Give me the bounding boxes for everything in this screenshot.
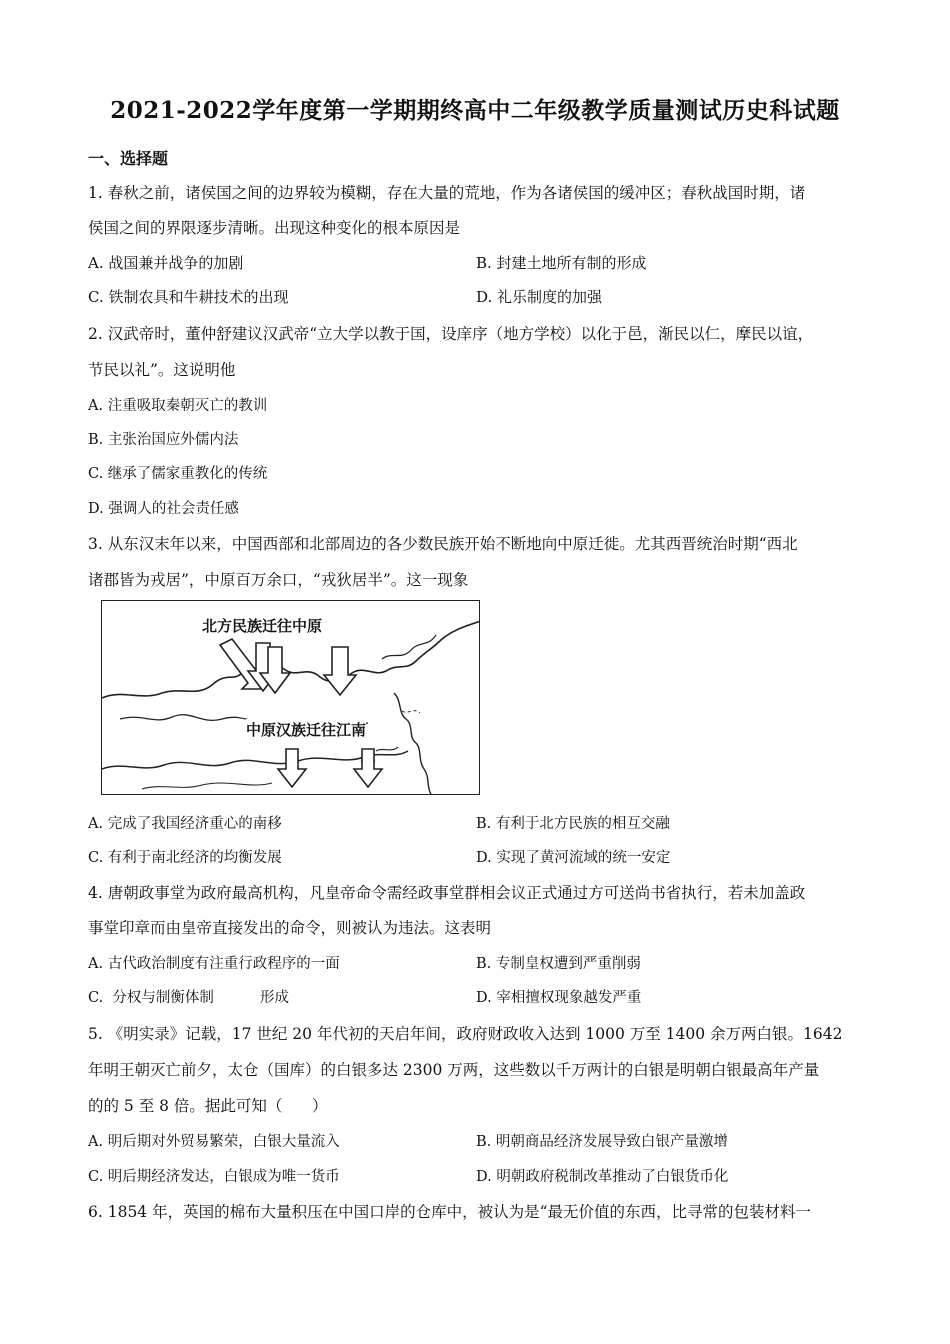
- question-5-option-b: B. 明朝商品经济发展导致白银产量激增: [476, 1134, 728, 1150]
- question-5-option-a: A. 明后期对外贸易繁荣，白银大量流入: [88, 1134, 340, 1150]
- question-3-stem-line1: 3. 从东汉末年以来，中国西部和北部周边的各少数民族开始不断地向中原迁徙。尤其西晋统治时期“西北: [88, 535, 798, 553]
- question-1-option-c: C. 铁制农具和牛耕技术的出现: [88, 288, 289, 306]
- question-4-stem-line1: 4. 唐朝政事堂为政府最高机构，凡皇帝命令需经政事堂群相会议正式通过方可送尚书省执行，若未加盖政: [88, 884, 806, 902]
- question-1-stem-line2: 侯国之间的界限逐步清晰。出现这种变化的根本原因是: [88, 219, 461, 237]
- question-1-option-b: B. 封建土地所有制的形成: [476, 254, 647, 272]
- map-label-south-migration: 中原汉族迁往江南: [246, 721, 367, 739]
- question-3-option-c: C. 有利于南北经济的均衡发展: [88, 850, 282, 866]
- migration-map: [101, 600, 480, 795]
- question-5-stem-line1: 5. 《明实录》记载，17 世纪 20 年代初的天启年间，政府财政收入达到 1000 万至 1400 余万两白银。1642: [88, 1025, 843, 1043]
- question-2-option-a: A. 注重吸取秦朝灭亡的教训: [88, 398, 268, 414]
- question-6-stem-line1: 6. 1854 年，英国的棉布大量积压在中国口岸的仓库中，被认为是“最无价值的东西，比寻常的包装材料一: [88, 1203, 812, 1221]
- question-4-option-d: D. 宰相擅权现象越发严重: [476, 990, 642, 1006]
- question-2-option-c: C. 继承了儒家重教化的传统: [88, 466, 268, 482]
- section-heading: 一、选择题: [88, 149, 169, 168]
- question-1-option-a: A. 战国兼并战争的加剧: [88, 254, 244, 272]
- question-1-stem-line1: 1. 春秋之前，诸侯国之间的边界较为模糊，存在大量的荒地，作为各诸侯国的缓冲区；春秋战国时期，诸: [88, 184, 806, 202]
- question-3-option-a: A. 完成了我国经济重心的南移: [88, 816, 282, 832]
- map-label-north-migration: 北方民族迁往中原: [202, 617, 323, 635]
- question-2-option-b: B. 主张治国应外儒内法: [88, 432, 239, 448]
- question-4-option-a: A. 古代政治制度有注重行政程序的一面: [88, 956, 340, 972]
- question-5-stem-line2: 年明王朝灭亡前夕，太仓（国库）的白银多达 2300 万两，这些数以千万两计的白银是明朝白银最高年产量: [88, 1061, 820, 1079]
- exam-title: 2021-2022学年度第一学期期终高中二年级教学质量测试历史科试题: [110, 97, 840, 124]
- question-4-option-b: B. 专制皇权遭到严重削弱: [476, 956, 641, 972]
- question-2-stem-line2: 节民以礼”。这说明他: [88, 361, 236, 379]
- question-4-stem-line2: 事堂印章而由皇帝直接发出的命令，则被认为违法。这表明: [88, 919, 492, 937]
- question-5-option-c: C. 明后期经济发达，白银成为唯一货币: [88, 1169, 340, 1185]
- question-2-option-d: D. 强调人的社会责任感: [88, 501, 239, 517]
- question-5-option-d: D. 明朝政府税制改革推动了白银货币化: [476, 1169, 729, 1185]
- question-3-option-d: D. 实现了黄河流域的统一安定: [476, 850, 671, 866]
- question-3-stem-line2: 诸郡皆为戎居”，中原百万余口，“戎狄居半”。这一现象: [88, 571, 469, 589]
- question-5-stem-line3: 的的 5 至 8 倍。据此可知（ ）: [88, 1097, 328, 1115]
- question-1-option-d: D. 礼乐制度的加强: [476, 288, 603, 306]
- question-2-stem-line1: 2. 汉武帝时，董仲舒建议汉武帝“立大学以教于国，设庠序（地方学校）以化于邑，渐民以仁，摩民以谊，: [88, 325, 814, 343]
- question-4-option-c: C. 分权与制衡体制 形成: [88, 990, 289, 1006]
- question-3-option-b: B. 有利于北方民族的相互交融: [476, 816, 670, 832]
